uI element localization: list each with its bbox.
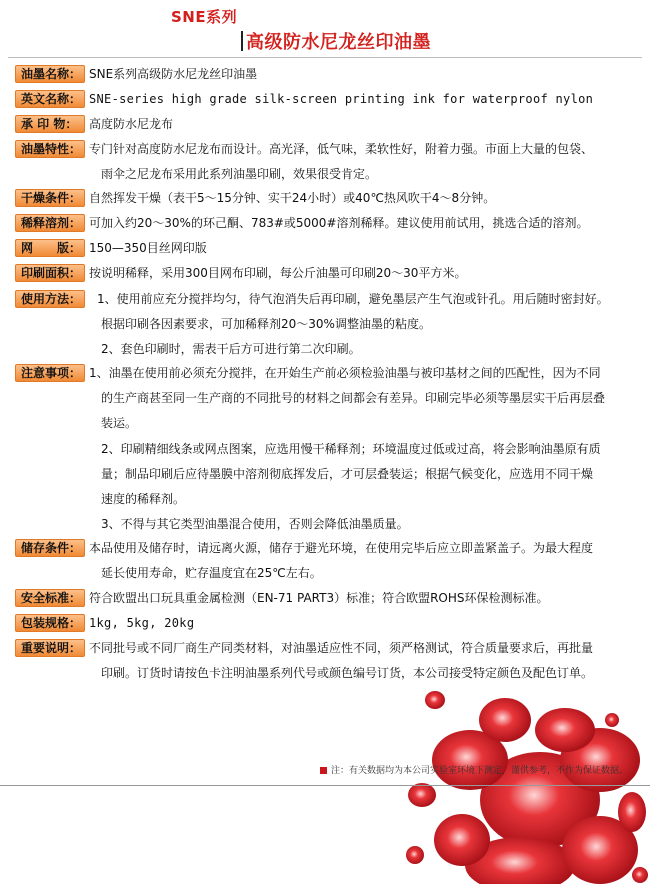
value-notes-5: 量；制品印刷后应待墨膜中溶剂彻底挥发后，才可层叠装运；根据气候变化，应选用不同干燥 [101, 467, 594, 481]
value-notes-3: 装运。 [101, 416, 138, 430]
label-thinner: 稀释溶剂： [15, 214, 85, 232]
value-notes-4: 2、印刷精细线条或网点图案，应选用慢干稀释剂；环境温度过低或过高，将会影响油墨原有质 [101, 442, 601, 456]
footer-note-text: 注：有关数据均为本公司实验室环境下测定，谨供参考，不作为保证数据。 [331, 766, 629, 776]
value-usage-1: 1、使用前应充分搅拌均匀，待气泡消失后再印刷，避免墨层产生气泡或针孔。用后随时密封好。 [97, 292, 609, 306]
value-notes-1: 1、油墨在使用前必须充分搅拌，在开始生产前必须检验油墨与被印基材之间的匹配性，因为不同 [89, 366, 601, 380]
label-screen: 网 版： [15, 239, 85, 257]
label-usage: 使用方法： [15, 290, 85, 308]
value-characteristics-2: 雨伞之尼龙布采用此系列油墨印刷，效果很受肯定。 [101, 167, 378, 181]
label-packaging: 包装规格： [15, 614, 85, 632]
label-storage: 储存条件： [15, 539, 85, 557]
page-title: 高级防水尼龙丝印油墨 [246, 32, 431, 53]
value-ink-name: SNE系列高级防水尼龙丝印油墨 [89, 67, 258, 81]
value-important-2: 印刷。订货时请按色卡注明油墨系列代号或颜色编号订货，本公司接受特定颜色及配色订单。 [101, 666, 594, 680]
label-safety: 安全标准： [15, 589, 85, 607]
value-thinner: 可加入约20～30%的环己酮、783#或5000#溶剂稀释。建议使用前试用，挑选合适的溶剂。 [89, 216, 589, 230]
label-ink-name: 油墨名称： [15, 65, 85, 83]
label-important: 重要说明： [15, 639, 85, 657]
footer-rule [0, 785, 650, 786]
label-characteristics: 油墨特性： [15, 140, 85, 158]
value-notes-7: 3、不得与其它类型油墨混合使用，否则会降低油墨质量。 [101, 517, 409, 531]
value-storage-1: 本品使用及储存时，请远离火源，储存于避光环境，在使用完毕后应立即盖紧盖子。为最大程度 [89, 541, 594, 555]
value-drying: 自然挥发干燥（表干5～15分钟、实干24小时）或40℃热风吹干4～8分钟。 [89, 191, 496, 205]
note-marker-icon [320, 767, 327, 774]
footer-note [320, 763, 628, 776]
value-notes-6: 速度的稀释剂。 [101, 492, 186, 506]
value-packaging: 1kg, 5kg, 20kg [89, 616, 195, 630]
value-english-name: SNE-series high grade silk-screen printing ink for waterproof nylon [89, 92, 594, 106]
value-usage-2: 根据印刷各因素要求，可加稀释剂20～30%调整油墨的粘度。 [101, 317, 431, 331]
label-substrate: 承 印 物： [15, 115, 85, 133]
label-drying: 干燥条件： [15, 189, 85, 207]
value-notes-2: 的生产商甚至同一生产商的不同批号的材料之间都会有差异。印刷完毕必须等墨层实干后再层叠 [101, 391, 606, 405]
value-characteristics-1: 专门针对高度防水尼龙布而设计。高光泽，低气味，柔软性好，附着力强。市面上大量的包袋、 [89, 142, 594, 156]
value-usage-3: 2、套色印刷时，需表干后方可进行第二次印刷。 [101, 342, 361, 356]
label-english-name: 英文名称： [15, 90, 85, 108]
label-coverage: 印刷面积： [15, 264, 85, 282]
label-notes: 注意事项： [15, 364, 85, 382]
value-substrate: 高度防水尼龙布 [89, 117, 174, 131]
value-important-1: 不同批号或不同厂商生产同类材料，对油墨适应性不同，须严格测试，符合质量要求后，再批量 [89, 641, 594, 655]
value-storage-2: 延长使用寿命，贮存温度宜在25℃左右。 [101, 566, 322, 580]
series-heading: SNE系列 [171, 8, 238, 26]
value-safety: 符合欧盟出口玩具重金属检测（EN-71 PART3）标准；符合欧盟ROHS环保检测标准。 [89, 591, 549, 605]
value-screen: 150—350目丝网印版 [89, 241, 207, 255]
value-coverage: 按说明稀释，采用300目网布印刷，每公斤油墨可印刷20～30平方米。 [89, 266, 467, 280]
